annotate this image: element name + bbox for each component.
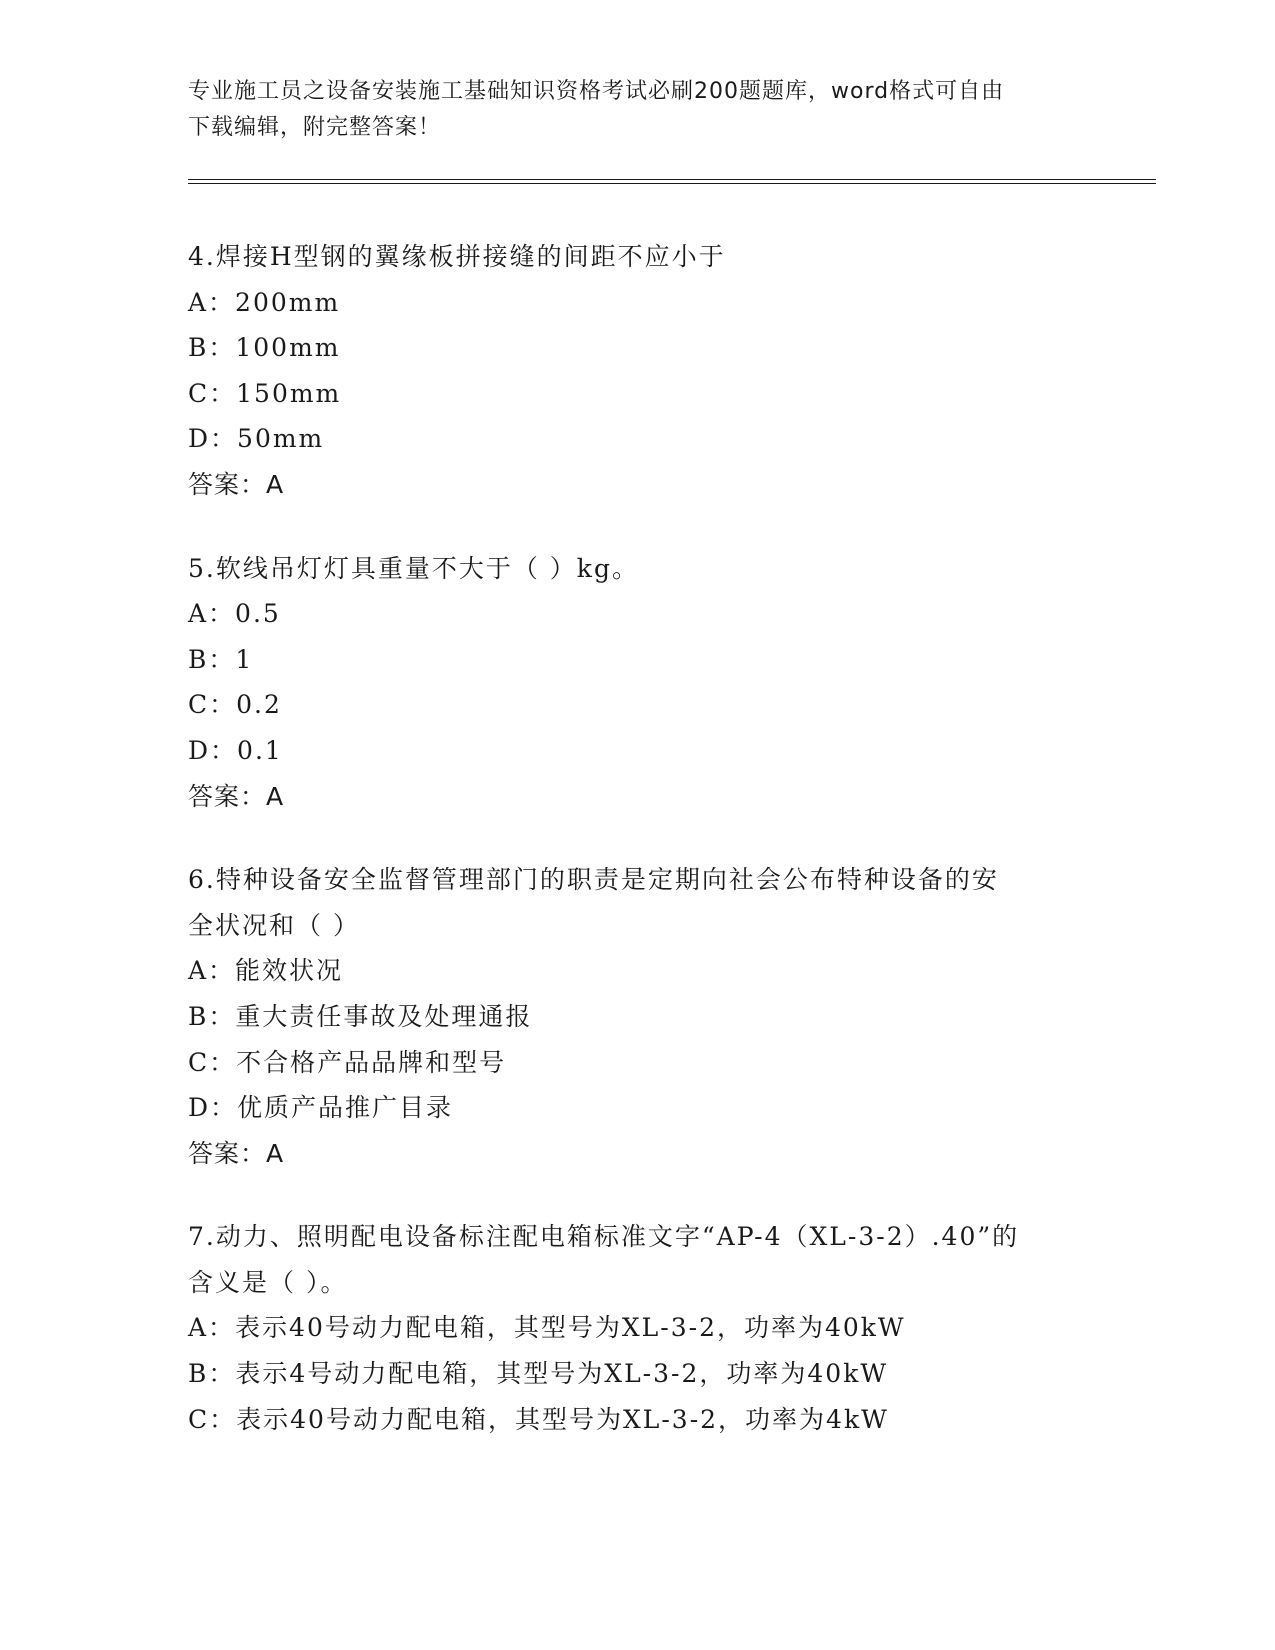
question-text-line-2: 全状况和（ ） [188,910,360,940]
question-text-line-1: 6.特种设备安全监督管理部门的职责是定期向社会公布特种设备的安 [188,865,999,895]
option-d: D：50mm [188,424,325,454]
option-d: D：优质产品推广目录 [188,1093,454,1123]
option-c: C：不合格产品品牌和型号 [188,1047,507,1077]
answer-label: 答案：A [188,781,285,811]
option-b: B：1 [188,644,254,674]
question-7 [188,1214,1088,1442]
option-b: B：表示4号动力配电箱，其型号为XL-3-2，功率为40kW [188,1359,889,1389]
option-d: D：0.1 [188,735,283,765]
option-c: C：表示40号动力配电箱，其型号为XL-3-2，功率为4kW [188,1404,889,1434]
question-text-line-1: 7.动力、照明配电设备标注配电箱标准文字“AP-4（XL-3-2）.40”的 [188,1222,1020,1252]
question-list [188,234,1088,1480]
option-a: A：能效状况 [188,956,344,986]
option-a: A：表示40号动力配电箱，其型号为XL-3-2，功率为40kW [188,1313,906,1343]
document-header [188,74,1088,146]
question-text: 4.焊接H型钢的翼缘板拼接缝的间距不应小于 [188,242,726,271]
option-c: C：0.2 [188,690,282,720]
header-divider-top [188,179,1156,180]
option-a: A：200mm [188,287,341,317]
header-line-2: 下载编辑，附完整答案！ [188,115,442,140]
question-6 [188,857,1088,1176]
answer-label: 答案：A [188,1138,285,1168]
question-5 [188,546,1088,820]
option-c: C：150mm [188,378,342,408]
option-b: B：100mm [188,333,341,363]
question-text: 5.软线吊灯灯具重量不大于（ ）kg。 [188,553,639,583]
header-divider-bottom [188,183,1156,184]
question-4 [188,234,1088,508]
answer-label: 答案：A [188,469,285,499]
header-line-1: 专业施工员之设备安装施工基础知识资格考试必刷200题题库，word格式可自由 [188,79,1005,104]
question-text-line-2: 含义是（ ）。 [188,1267,348,1297]
option-a: A：0.5 [188,599,281,629]
option-b: B：重大责任事故及处理通报 [188,1001,533,1031]
